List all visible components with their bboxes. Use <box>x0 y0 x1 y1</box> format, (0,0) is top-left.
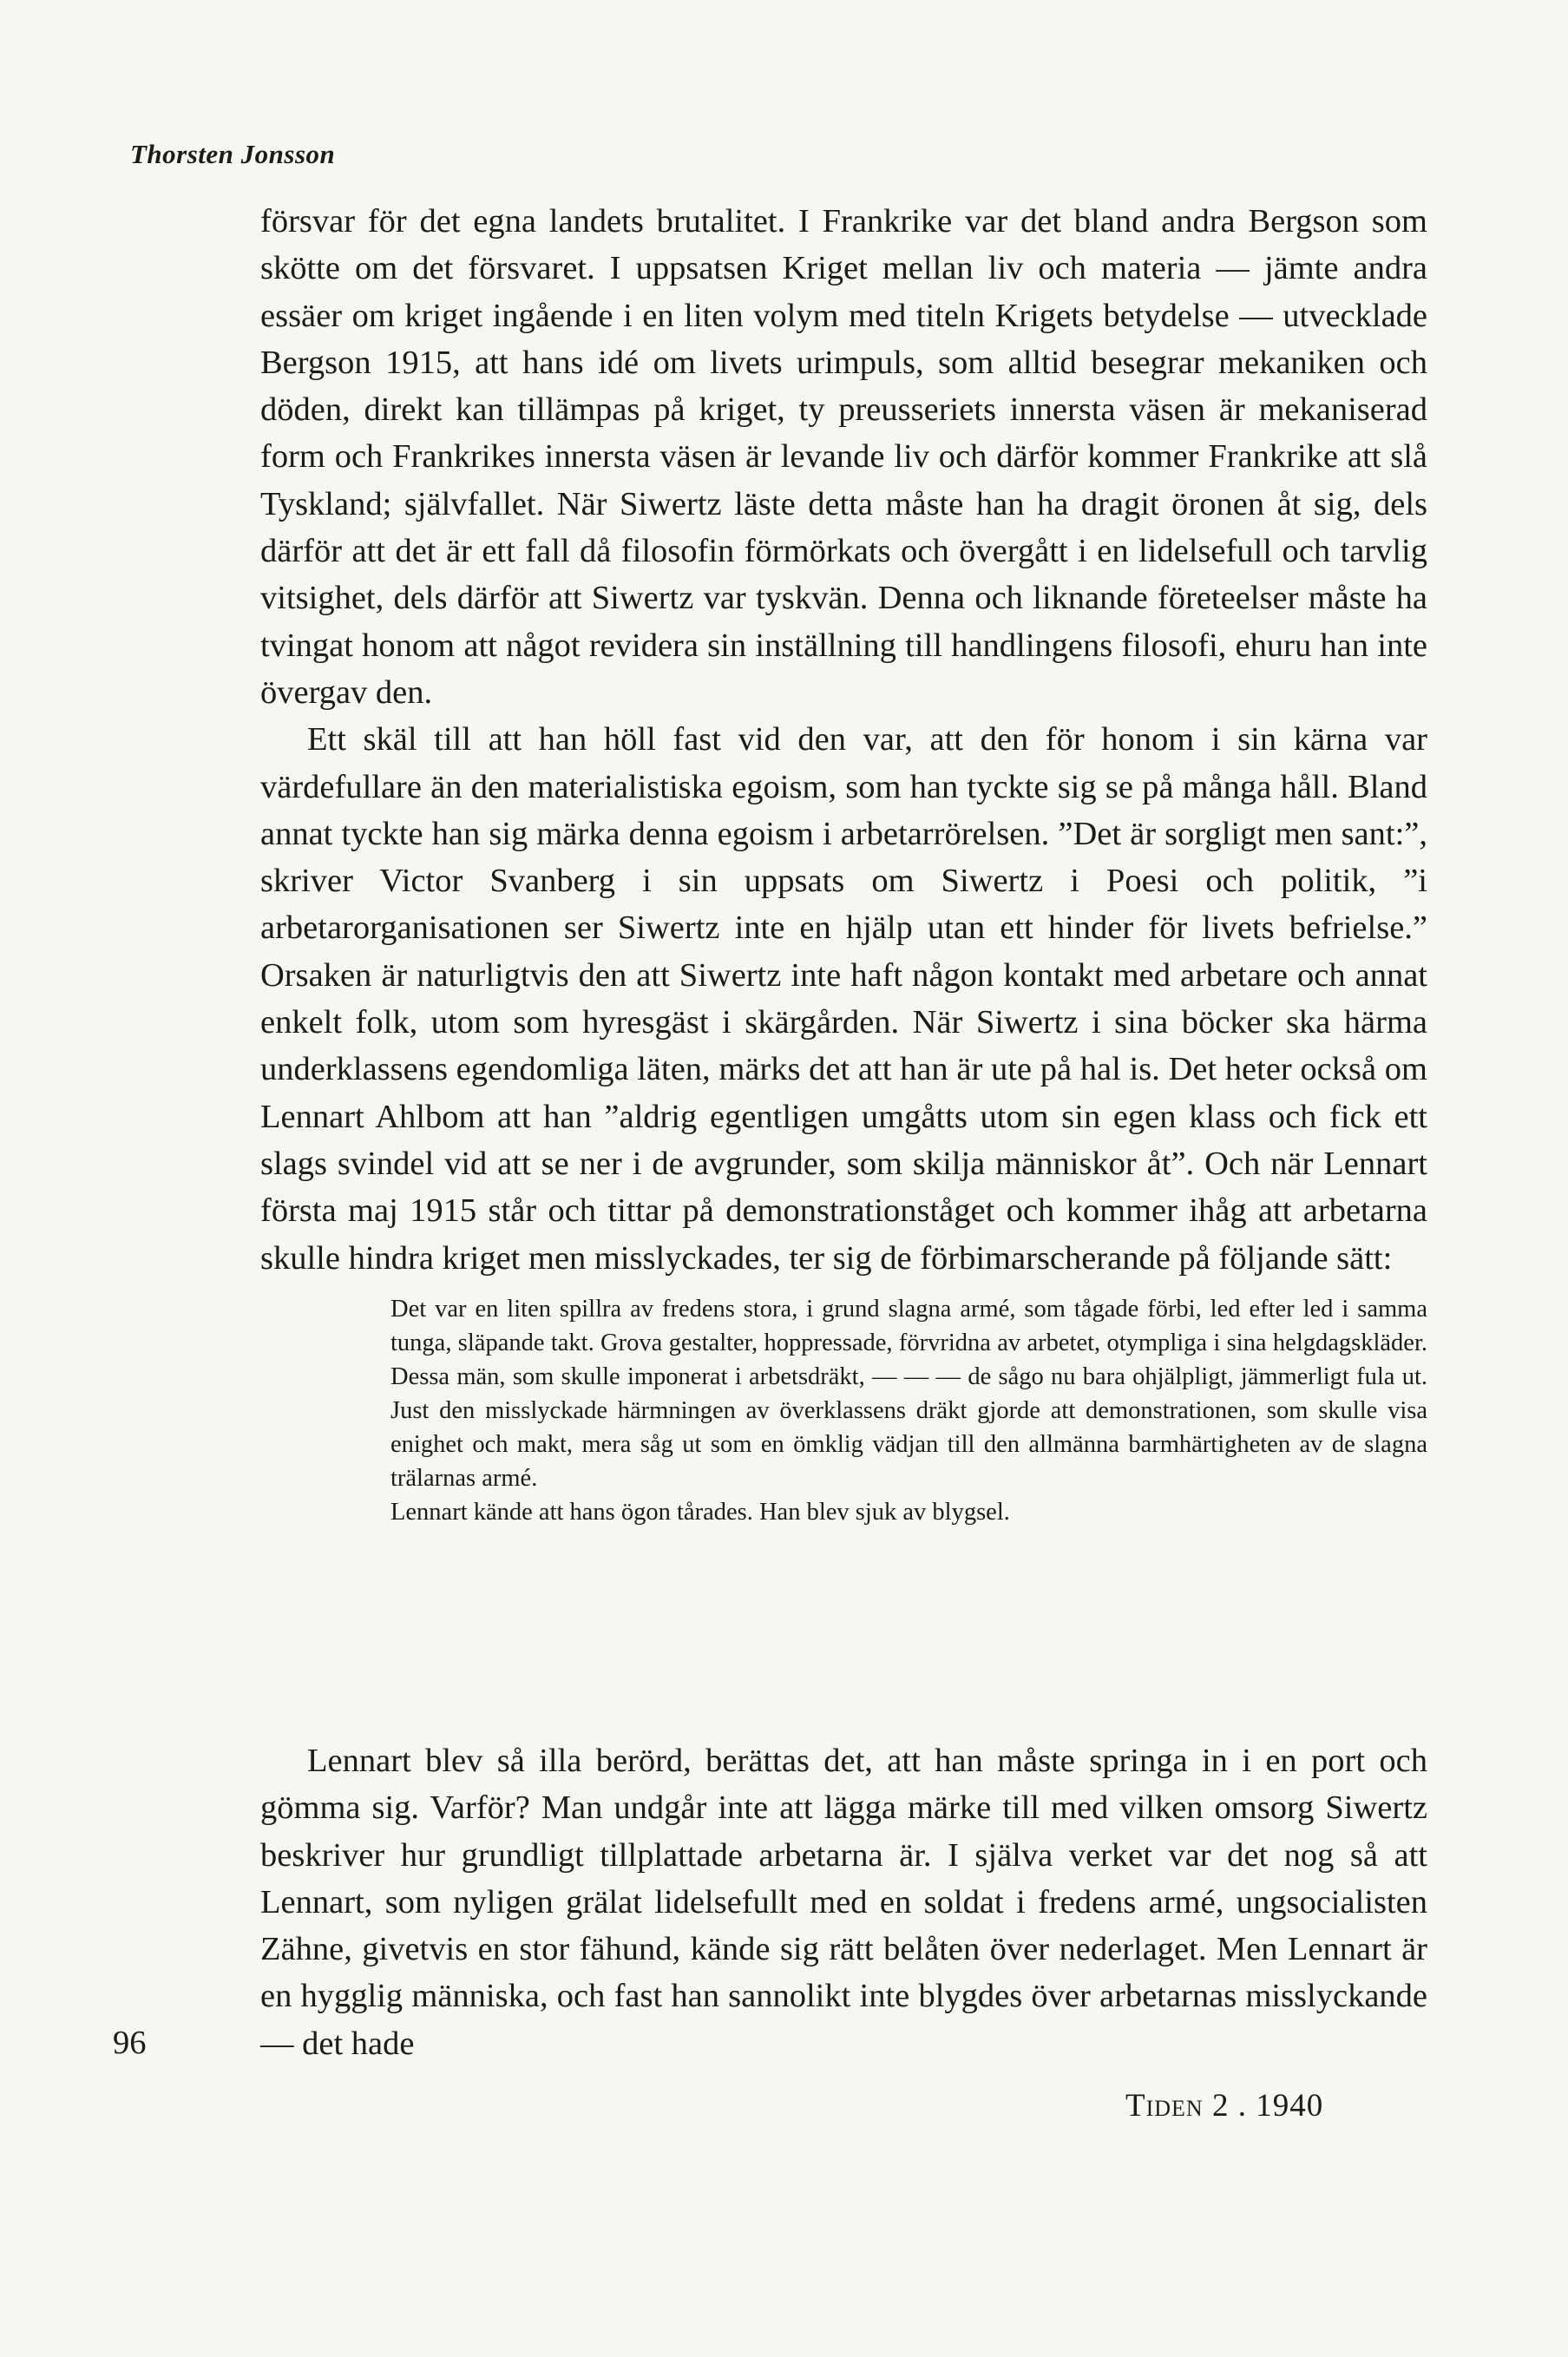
quote-paragraph-1: Det var en liten spillra av fredens stora, i grund slagna armé, som tågade förbi, led efter led i samma tunga, släpande takt. Grova gestalter, hoppressade, förvridna av arbetet, otympliga i sina helgdagskläder. Dessa män, som skulle imponerat i arbetsdräkt, — — — de sågo nu bara ohjälpligt, jämmerligt fula ut. Just den misslyckade härmningen av överklassens dräkt gjorde att demonstrationen, som skulle visa enighet och makt, mera såg ut som en ömklig vädjan till den allmänna barmhärtigheten av de slagna trälarnas armé. <box>390 1295 1427 1492</box>
page-number: 96 <box>113 2025 147 2061</box>
running-head-author: Thorsten Jonsson <box>130 139 336 169</box>
journal-footer: Tiden 2 . 1940 <box>1125 2088 1324 2124</box>
paragraph-1: försvar för det egna landets brutalitet. I Frankrike var det bland andra Bergson som skötte om det försvaret. I uppsatsen Kriget mellan liv och materia — jämte andra essäer om kriget ingående i en liten volym med titeln Krigets betydelse — utvecklade Bergson 1915, att hans idé om livets urimpuls, som alltid besegrar mekaniken och döden, direkt kan tillämpas på kriget, ty preusseriets innersta väsen är mekaniserad form och Frankrikes innersta väsen är levande liv och därför kommer Frankrike att slå Tyskland; självfallet. När Siwertz läste detta måste han ha dragit öronen åt sig, dels därför att det är ett fall då filosofin förmörkats och övergått i en lidelsefull och tarvlig vitsighet, dels därför att Siwertz var tyskvän. Denna och liknande företeelser måste ha tvingat honom att något revidera sin inställning till handlingens filosofi, ehuru han inte övergav den. <box>260 203 1427 711</box>
paragraph-3: Lennart blev så illa berörd, berättas det, att han måste springa in i en port och gömma sig. Varför? Man undgår inte att lägga märke till med vilken omsorg Siwertz beskriver hur grundligt tillplattade arbetarna är. I själva verket var det nog så att Lennart, som nyligen grälat lidelsefullt med en soldat i fredens armé, ungsocialisten Zähne, givetvis en stor fähund, kände sig rätt belåten över nederlaget. Men Lennart är en hygglig människa, och fast han sannolikt inte blygdes över arbetarnas misslyckande — det hade <box>260 1743 1427 2062</box>
body-text-upper <box>260 198 1427 1529</box>
paragraph-2: Ett skäl till att han höll fast vid den var, att den för honom i sin kärna var värdefullare än den materialistiska egoism, som han tyckte sig se på många håll. Bland annat tyckte han sig märka denna egoism i arbetarrörelsen. ”Det är sorgligt men sant:”, skriver Victor Svanberg i sin uppsats om Siwertz i Poesi och politik, ”i arbetarorganisationen ser Siwertz inte en hjälp utan ett hinder för livets befrielse.” Orsaken är naturligtvis den att Siwertz inte haft någon kontakt med arbetare och annat enkelt folk, utom som hyresgäst i skärgården. När Siwertz i sina böcker ska härma underklassens egendomliga läten, märks det att han är ute på hal is. Det heter också om Lennart Ahlbom att han ”aldrig egentligen umgåtts utom sin egen klass och fick ett slags svindel vid att se ner i de avgrunder, som skilja människor åt”. Och när Lennart första maj 1915 står och tittar på demonstrationståget och kommer ihåg att arbetarna skulle hindra kriget men misslyckades, ter sig de förbimarscherande på följande sätt: <box>260 721 1427 1277</box>
block-quote <box>390 1292 1427 1529</box>
body-text-lower <box>260 1737 1427 2067</box>
quote-paragraph-2: Lennart kände att hans ögon tårades. Han blev sjuk av blygsel. <box>390 1498 1010 1526</box>
